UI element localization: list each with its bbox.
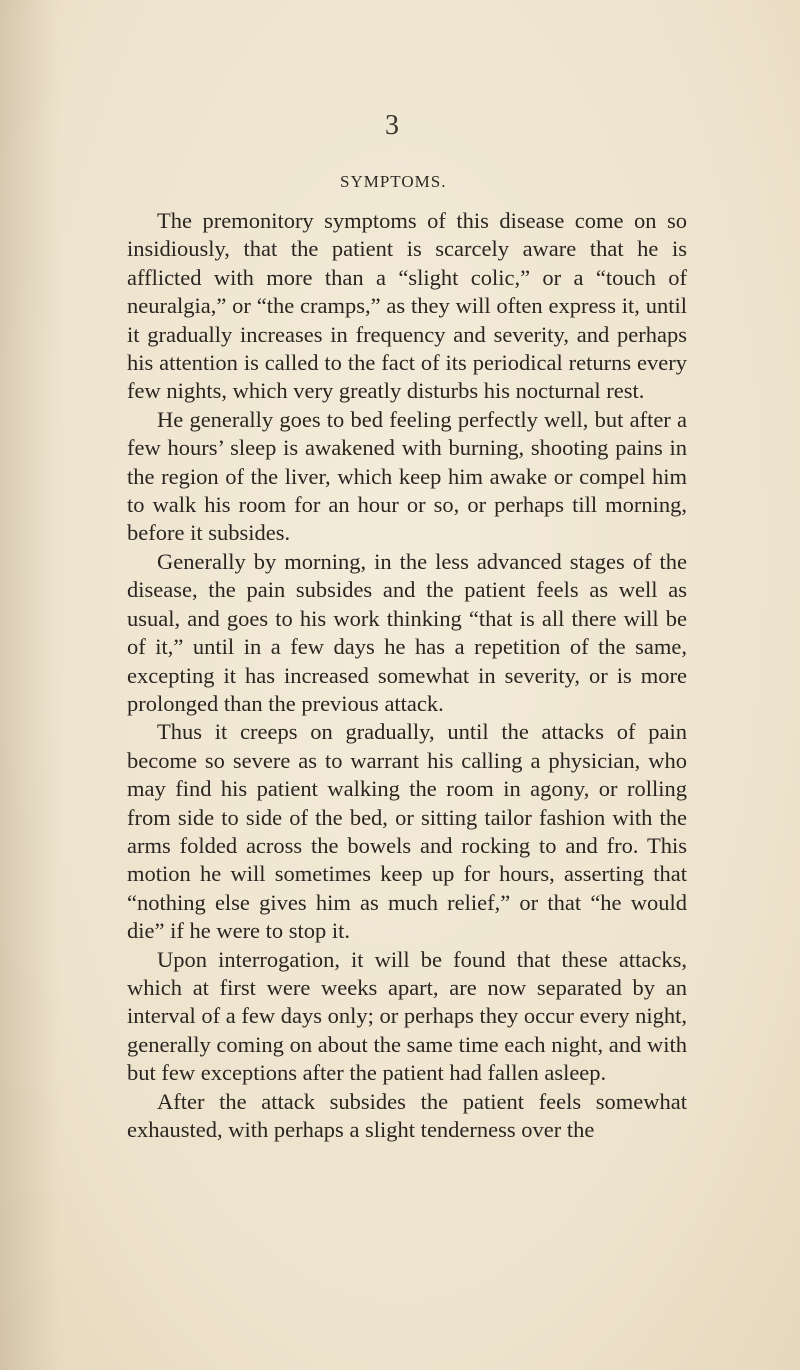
body-text: [127, 207, 687, 1144]
paragraph-1: The premonitory symptoms of this disease come on so insidiously, that the patient is scarcely aware that he is afflicted with more than a “slight colic,” or a “touch of neuralgia,” or “the cramps,” as they will often express it, until it gradually increases in frequency and severity, and perhaps his attention is called to the fact of its periodical returns every few nights, which very greatly disturbs his nocturnal rest.: [127, 208, 687, 404]
paragraph-4: Thus it creeps on gradually, until the attacks of pain become so severe as to warrant his calling a physician, who may find his patient walking the room in agony, or rolling from side to side of the bed, or sitting tailor fashion with the arms folded across the bowels and rocking to and fro. This motion he will sometimes keep up for hours, asserting that “nothing else gives him as much relief,” or that “he would die” if he were to stop it.: [127, 719, 687, 944]
paragraph-5: Upon interrogation, it will be found that these attacks, which at first were weeks apart, are now separated by an interval of a few days only; or perhaps they occur every night, generally coming on about the same time each night, and with but few exceptions after the patient had fallen asleep.: [127, 946, 687, 1086]
paragraph-3: Generally by morning, in the less advanced stages of the disease, the pain subsides and the patient feels as well as usual, and goes to his work thinking “that is all there will be of it,” until in a few days he has a repetition of the same, excepting it has increased somewhat in severity, or is more prolonged than the previous attack.: [127, 548, 687, 716]
section-heading: SYMPTOMS.: [340, 172, 447, 191]
paragraph-6: After the attack subsides the patient feels somewhat exhausted, with perhaps a slight tenderness over the: [127, 1088, 687, 1142]
paragraph-2: He generally goes to bed feeling perfectly well, but after a few hours’ sleep is awakened with burning, shooting pains in the region of the liver, which keep him awake or compel him to walk his room for an hour or so, or perhaps till morning, before it subsides.: [127, 406, 687, 546]
page-number: 3: [385, 110, 399, 141]
